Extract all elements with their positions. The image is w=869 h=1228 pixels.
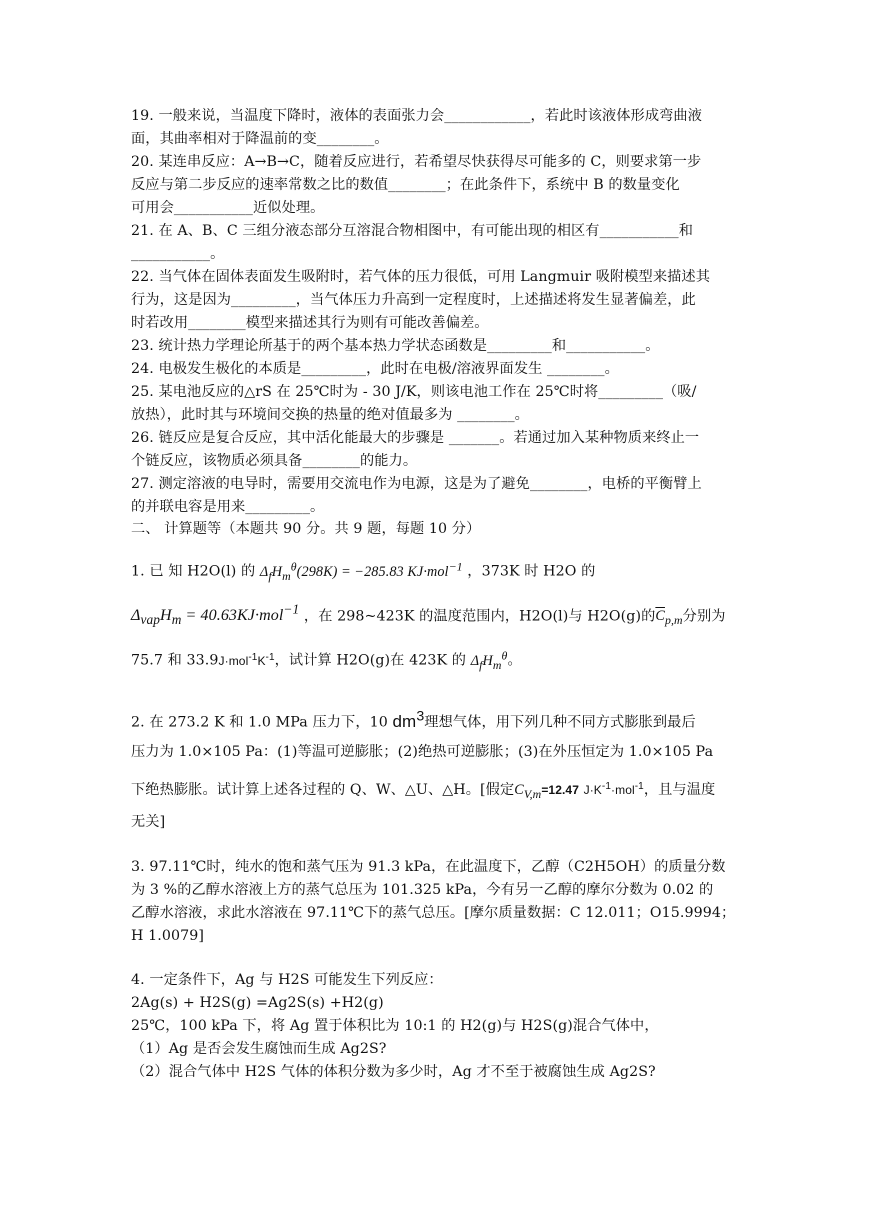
enthalpy-value: (298K) = −285.83 KJ·mol xyxy=(296,563,449,580)
h-symbol: H xyxy=(271,563,283,580)
sub-vap: vap xyxy=(140,612,161,628)
unit-mol: ·mol xyxy=(611,783,635,797)
unit-j-per-mol-k xyxy=(218,651,275,668)
p4-line-3: 25℃，100 kPa 下，将 Ag 置于体积比为 10:1 的 H2(g)与 H2S(g)混合气体中， xyxy=(131,1018,659,1034)
p1-text-a: 1. 已 知 H2O(l) 的 xyxy=(131,563,256,580)
sub-f: f xyxy=(268,568,272,583)
q27-line-1: 27. 测定溶液的电导时，需要用交流电作为电源，这是为了避免________，电桥的平衡臂上 xyxy=(131,476,702,492)
exp: -1 xyxy=(634,781,644,792)
p3-line-1: 3. 97.11℃时，纯水的饱和蒸气压为 91.3 kPa，在此温度下，乙醇（C2H5OH）的质量分数 xyxy=(131,859,726,875)
q21-line-1: 21. 在 A、B、C 三组分液态部分互溶混合物相图中，有可能出现的相区有___________和 xyxy=(131,223,693,239)
sup-theta: θ xyxy=(290,559,297,573)
p1-line-2 xyxy=(131,600,726,631)
sub-m: m xyxy=(492,657,502,672)
sub-m: m xyxy=(282,568,291,583)
sup-theta: θ xyxy=(501,648,508,662)
cp-symbol: $\overline{C}$ xyxy=(655,608,665,625)
p2-text-a: 2. 在 273.2 K 和 1.0 MPa 压力下，10 xyxy=(131,714,388,731)
h-symbol: H xyxy=(482,652,493,669)
q23-line-1: 23. 统计热力学理论所基于的两个基本热力学状态函数是_________和___________。 xyxy=(131,338,660,354)
cv-symbol: C xyxy=(514,782,524,798)
p4-line-1: 4. 一定条件下，Ag 与 H2S 可能发生下列反应： xyxy=(131,972,443,988)
q20-line-3: 可用会___________近似处理。 xyxy=(131,200,325,216)
p1-line-1 xyxy=(131,556,595,586)
q22-line-1: 22. 当气体在固体表面发生吸附时，若气体的压力很低，可用 Langmuir 吸附模型来描述其 xyxy=(131,269,710,285)
delta-symbol: Δ xyxy=(131,607,141,625)
exp-minus-one: −1 xyxy=(448,559,463,573)
q22-line-3: 时若改用________模型来描述其行为则有可能改善偏差。 xyxy=(131,315,489,331)
exp: -1 xyxy=(601,781,611,792)
section-heading: 二、 计算题等（本题共 90 分。共 9 题，每题 10 分） xyxy=(131,521,481,537)
p3-line-4: H 1.0079] xyxy=(131,928,204,944)
sub-pm: p,m xyxy=(664,613,683,628)
cv-value: =12.47 xyxy=(541,783,579,797)
exp-minus-one: −1 xyxy=(283,602,300,617)
unit-dm: dm xyxy=(392,711,417,731)
p2-line-1 xyxy=(131,706,696,733)
p3-line-2: 为 3 %的乙醇水溶液上方的蒸气总压为 101.325 kPa，今有另一乙醇的摩尔分数为 0.02 的 xyxy=(131,882,714,898)
q20-line-2: 反应与第二步反应的速率常数之比的数值________；在此条件下，系统中 B 的数量变化 xyxy=(131,177,680,193)
sub-f: f xyxy=(479,657,483,672)
q21-line-2: ___________。 xyxy=(131,246,225,262)
delta-symbol: Δ xyxy=(470,652,480,669)
p4-line-4: （1）Ag 是否会发生腐蚀而生成 Ag2S? xyxy=(131,1041,387,1057)
p2-line-2: 压力为 1.0×105 Pa：(1)等温可逆膨胀；(2)绝热可逆膨胀；(3)在外压恒定为 1.0×105 Pa xyxy=(131,744,714,760)
vap-value: = 40.63KJ·mol xyxy=(181,607,284,625)
q26-line-2: 个链反应，该物质必须具备________的能力。 xyxy=(131,453,418,469)
formula-formation-enthalpy-298 xyxy=(259,559,463,583)
unit-jmol: J·mol xyxy=(218,653,249,668)
formula-heat-capacity xyxy=(655,608,683,628)
p1-text-d: 分别为 xyxy=(682,608,726,625)
p4-line-2: 2Ag(s) + H2S(g) =Ag2S(s) +H2(g) xyxy=(131,995,384,1011)
formula-vaporization-enthalpy xyxy=(131,602,300,628)
exp: -1 xyxy=(248,651,258,663)
p3-line-3: 乙醇水溶液，求此水溶液在 97.11℃下的蒸气总压。[摩尔质量数据：C 12.011；O15.9994； xyxy=(131,905,736,921)
unit-j-per-k-mol xyxy=(584,783,644,797)
p2-text-b: 理想气体，用下列几种不同方式膨胀到最后 xyxy=(424,714,696,731)
p4-line-5: （2）混合气体中 H2S 气体的体积分数为多少时，Ag 才不至于被腐蚀生成 Ag2S? xyxy=(131,1064,656,1080)
p2-text-d: ，且与温度 xyxy=(643,782,716,798)
unit-dm3 xyxy=(392,708,425,731)
p1-text-c: ，在 298~423K 的温度范围内，H2O(l)与 H2O(g)的 xyxy=(303,608,656,625)
delta-symbol: Δ xyxy=(259,563,269,580)
p2-line-4: 无关] xyxy=(131,814,166,830)
q26-line-1: 26. 链反应是复合反应，其中活化能最大的步骤是 _______。若通过加入某种物质来终止一 xyxy=(131,430,700,446)
h-symbol: H xyxy=(160,607,172,625)
q19-line-2: 面，其曲率相对于降温前的变________。 xyxy=(131,131,389,147)
q20-line-1: 20. 某连串反应：A→B→C，随着反应进行，若希望尽快获得尽可能多的 C，则要求第一步 xyxy=(131,154,702,170)
unit-k: K xyxy=(257,653,266,668)
sub-vm: V,m xyxy=(523,786,542,801)
q25-line-2: 放热），此时其与环境间交换的热量的绝对值最多为 ________。 xyxy=(131,407,529,423)
p1-text-g: 。 xyxy=(507,652,522,669)
p1-text-e: 75.7 和 33.9 xyxy=(131,652,219,669)
exp-three: 3 xyxy=(416,708,425,724)
unit-jk: J·K xyxy=(583,783,602,797)
p1-text-f: ，试计算 H2O(g)在 423K 的 xyxy=(274,652,467,669)
exp: -1 xyxy=(265,651,275,663)
q22-line-2: 行为，这是因为_________，当气体压力升高到一定程度时，上述描述将发生显著偏差，此 xyxy=(131,292,696,308)
q24-line-1: 24. 电极发生极化的本质是_________，此时在电极/溶液界面发生 ________。 xyxy=(131,361,619,377)
p2-line-3 xyxy=(131,777,715,804)
q27-line-2: 的并联电容是用来_________。 xyxy=(131,499,325,515)
p1-line-3 xyxy=(131,645,522,675)
formula-cv xyxy=(514,782,542,801)
sub-m: m xyxy=(171,612,182,628)
q25-line-1: 25. 某电池反应的△rS 在 25℃时为 - 30 J/K，则该电池工作在 25℃时将_________（吸/ xyxy=(131,384,697,400)
q19-line-1: 19. 一般来说，当温度下降时，液体的表面张力会____________，若此时该液体形成弯曲液 xyxy=(131,108,702,124)
p2-text-c: 下绝热膨胀。试计算上述各过程的 Q、W、△U、△H。[假定 xyxy=(131,782,515,798)
p1-text-b: ，373K 时 H2O 的 xyxy=(467,563,596,580)
formula-formation-enthalpy xyxy=(470,648,508,672)
